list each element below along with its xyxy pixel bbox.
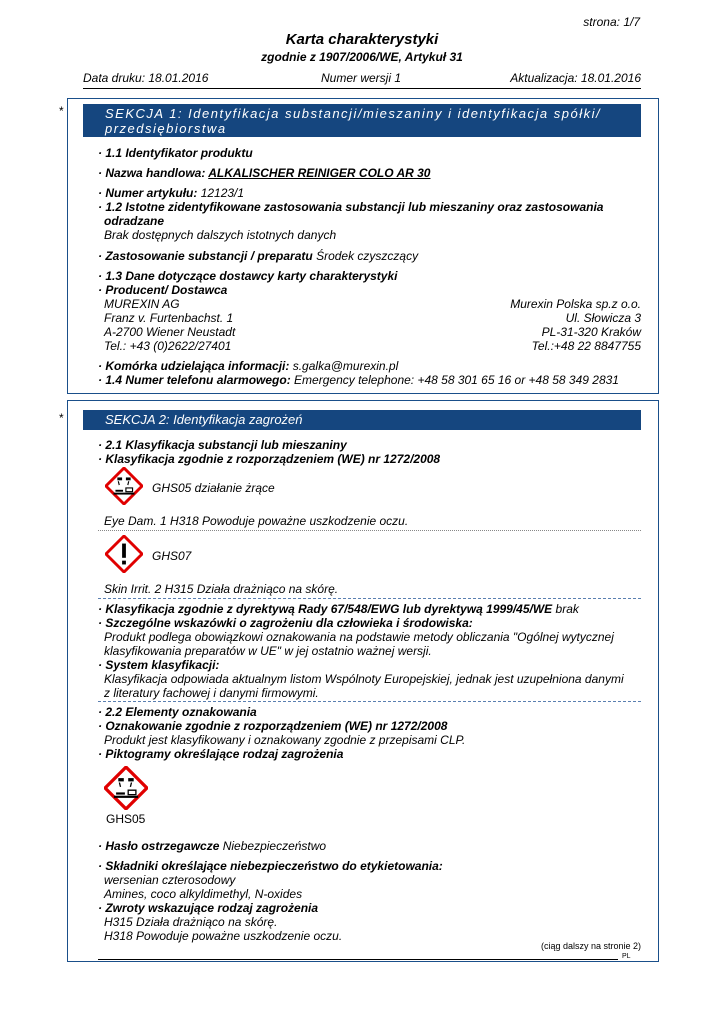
- header-rule: [83, 88, 641, 89]
- usage-label: · Zastosowanie substancji / preparatu: [98, 249, 317, 263]
- hazard-statements-label: · Zwroty wskazujące rodzaj zagrożenia: [98, 901, 319, 915]
- section1-title-line2: przedsiębiorstwa: [105, 121, 227, 136]
- section2-title: SEKCJA 2: Identyfikacja zagrożeń: [105, 412, 303, 427]
- hazard-statement-h315: H315 Działa drażniąco na skórę.: [104, 915, 278, 929]
- producer-street: Franz v. Furtenbachst. 1: [104, 311, 234, 325]
- emergency-phone: Emergency telephone: +48 58 301 65 16 or +48 58 349 2831: [294, 373, 619, 387]
- emergency-label: · 1.4 Numer telefonu alarmowego:: [98, 373, 295, 387]
- hazard-components-label: · Składniki określające niebezpieczeństwo do etykietowania:: [98, 859, 443, 873]
- signal-word-row: [98, 839, 641, 853]
- eye-damage-statement: Eye Dam. 1 H318 Powoduje poważne uszkodzenie oczu.: [104, 514, 409, 528]
- ghs05-pictogram-icon: [104, 766, 148, 810]
- identified-uses-none: Brak dostępnych dalszych istotnych danych: [104, 228, 337, 242]
- document-subtitle: zgodnie z 1907/2006/WE, Artykuł 31: [261, 50, 463, 64]
- info-contact-row: [98, 359, 641, 373]
- classification-heading: · 2.1 Klasyfikacja substancji lub mieszaniny: [98, 438, 347, 452]
- trade-name-row: [98, 166, 641, 180]
- dsd-classification-row: [98, 602, 641, 616]
- special-hazards-label: · Szczególne wskazówki o zagrożeniu dla człowieka i środowiska:: [98, 616, 473, 630]
- producer-name: MUREXIN AG: [104, 297, 180, 311]
- ghs05-caption: GHS05: [106, 812, 146, 826]
- signal-word-value: Niebezpieczeństwo: [222, 839, 327, 853]
- distributor-street: Ul. Słowicza 3: [565, 311, 641, 325]
- dsd-classification-value: brak: [555, 602, 579, 616]
- section2-change-marker: *: [59, 411, 64, 425]
- special-hazards-text-2: klasyfikowania preparatów w UE" w jej ostatnio ważnej wersji.: [104, 644, 432, 658]
- hazard-statement-h318: H318 Powoduje poważne uszkodzenie oczu.: [104, 929, 343, 943]
- version-number: Numer wersji 1: [321, 71, 402, 85]
- print-date: Data druku: 18.01.2016: [83, 71, 209, 85]
- continued-note: (ciąg dalszy na stronie 2): [540, 941, 641, 951]
- article-number-row: [98, 186, 641, 200]
- clp-labelling-label: · Oznakowanie zgodnie z rozporządzeniem (WE) nr 1272/2008: [98, 719, 448, 733]
- identified-uses-line1: · 1.2 Istotne zidentyfikowane zastosowania substancji lub mieszaniny oraz zastosowania: [98, 200, 604, 214]
- identified-uses-line2: odradzane: [104, 214, 165, 228]
- classification-system-label: · System klasyfikacji:: [98, 658, 220, 672]
- product-identifier: · 1.1 Identyfikator produktu: [98, 146, 253, 160]
- footer-rule: [98, 959, 618, 960]
- dotted-separator: [98, 530, 641, 531]
- distributor-name: Murexin Polska sp.z o.o.: [510, 297, 641, 311]
- ghs07-label: GHS07: [152, 549, 192, 563]
- dashed-separator-2: [98, 701, 641, 702]
- hazard-component-2: Amines, coco alkyldimethyl, N-oxides: [104, 887, 303, 901]
- section1-title-line1: SEKCJA 1: Identyfikacja substancji/mieszaniny i identyfikacja spółki/: [105, 106, 602, 121]
- section1-change-marker: *: [59, 104, 64, 118]
- section1-header: [83, 104, 641, 137]
- language-code: PL: [622, 953, 631, 960]
- info-contact-email[interactable]: s.galka@murexin.pl: [292, 359, 399, 373]
- distributor-phone: Tel.:+48 22 8847755: [531, 339, 641, 353]
- info-contact-label: · Komórka udzielająca informacji:: [98, 359, 293, 373]
- article-number-label: · Numer artykułu:: [98, 186, 201, 200]
- article-number: 12123/1: [200, 186, 245, 200]
- ghs05-label: GHS05 działanie żrące: [152, 481, 275, 495]
- update-date: Aktualizacja: 18.01.2016: [510, 71, 641, 85]
- signal-word-label: · Hasło ostrzegawcze: [98, 839, 223, 853]
- distributor-city: PL-31-320 Kraków: [541, 325, 641, 339]
- skin-irritation-statement: Skin Irrit. 2 H315 Działa drażniąco na skórę.: [104, 582, 339, 596]
- document-title: Karta charakterystyki: [285, 31, 439, 48]
- dashed-separator-1: [98, 598, 641, 599]
- section2-header: [83, 410, 641, 430]
- emergency-row: [98, 373, 641, 387]
- trade-name: ALKALISCHER REINIGER COLO AR 30: [208, 166, 431, 180]
- hazard-component-1: wersenian czterosodowy: [104, 873, 236, 887]
- supplier-details: · 1.3 Dane dotyczące dostawcy karty charakterystyki: [98, 269, 398, 283]
- ghs05-corrosion-icon: [105, 467, 143, 505]
- usage-row: [98, 249, 641, 263]
- dsd-classification-label: · Klasyfikacja zgodnie z dyrektywą Rady 67/548/EWG lub dyrektywą 1999/45/WE: [98, 602, 556, 616]
- trade-name-label: · Nazwa handlowa:: [98, 166, 209, 180]
- usage-value: Środek czyszczący: [316, 249, 419, 263]
- special-hazards-text-1: Produkt podlega obowiązkowi oznakowania na podstawie metody obliczania "Ogólnej wytycznej: [104, 630, 614, 644]
- ghs07-exclamation-icon: [105, 535, 143, 573]
- clp-labelling-text: Produkt jest klasyfikowany i oznakowany zgodnie z przepisami CLP.: [104, 733, 466, 747]
- pictograms-label: · Piktogramy określające rodzaj zagrożenia: [98, 747, 344, 761]
- producer-city: A-2700 Wiener Neustadt: [104, 325, 236, 339]
- classification-system-text-1: Klasyfikacja odpowiada aktualnym listom Wspólnoty Europejskiej, jednak jest uzupełniona danymi: [104, 672, 624, 686]
- classification-system-text-2: z literatury fachowej i danymi firmowymi.: [104, 686, 319, 700]
- producer-label: · Producent/ Dostawca: [98, 283, 228, 297]
- label-elements-heading: · 2.2 Elementy oznakowania: [98, 705, 257, 719]
- clp-classification: · Klasyfikacja zgodnie z rozporządzeniem (WE) nr 1272/2008: [98, 452, 441, 466]
- page-number: strona: 1/7: [583, 15, 640, 29]
- producer-phone: Tel.: +43 (0)2622/27401: [104, 339, 232, 353]
